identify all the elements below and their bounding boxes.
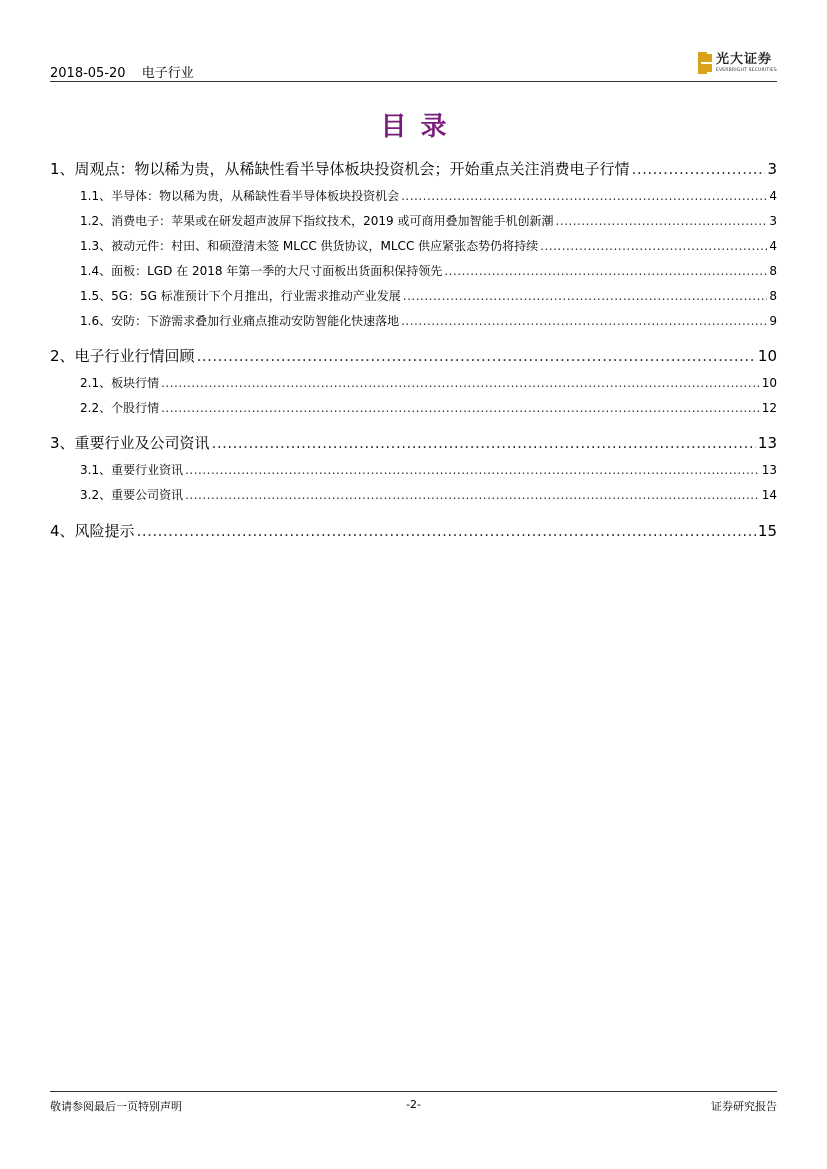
toc-entry-number: 4、 [50, 522, 75, 540]
toc-entry[interactable] [80, 312, 777, 329]
toc-leader-dots [401, 189, 767, 203]
toc-entry-page: 10 [757, 347, 777, 365]
toc-leader-dots [632, 160, 766, 178]
logo-mark-icon [698, 52, 712, 74]
toc-leader-dots [403, 289, 768, 303]
toc-entry-title: 个股行情 [111, 401, 160, 415]
toc-entry-title: 风险提示 [74, 522, 135, 540]
toc-entry[interactable] [50, 432, 777, 453]
toc-leader-dots [161, 401, 760, 415]
header-meta [50, 62, 206, 81]
toc-entry-number: 1.6、 [80, 314, 112, 328]
toc-entry-page: 10 [761, 376, 777, 390]
toc-entry[interactable] [50, 345, 777, 366]
toc-entry-title: 面板：LGD 在 2018 年第一季的大尺寸面板出货面积保持领先 [111, 264, 443, 278]
toc-entry-number: 1.1、 [80, 189, 112, 203]
toc-entry[interactable] [80, 374, 777, 391]
report-type: 证券研究报告 [711, 1100, 777, 1113]
toc-entry-title: 板块行情 [111, 376, 160, 390]
industry-label: 电子行业 [141, 66, 194, 81]
toc-entry-title: 被动元件：村田、和硕澄清未签 MLCC 供货协议，MLCC 供应紧张态势仍将持续 [111, 239, 539, 253]
toc-leader-dots [161, 376, 760, 390]
toc-entry-number: 3.1、 [80, 463, 112, 477]
toc-entry[interactable] [80, 212, 777, 229]
toc-entry-page: 12 [761, 401, 777, 415]
toc-entry-number: 1.4、 [80, 264, 112, 278]
toc-entry[interactable] [80, 461, 777, 478]
toc-entry-page: 8 [769, 289, 777, 303]
toc-entry-number: 3.2、 [80, 488, 112, 502]
toc-entry-page: 15 [757, 522, 777, 540]
toc-entry[interactable] [50, 520, 777, 541]
toc-leader-dots [197, 347, 756, 365]
toc-entry[interactable] [80, 399, 777, 416]
toc-entry-number: 1.2、 [80, 214, 112, 228]
toc-entry-page: 4 [769, 189, 777, 203]
toc-leader-dots [185, 488, 760, 502]
toc-entry-page: 14 [761, 488, 777, 502]
toc-entry-page: 3 [769, 214, 777, 228]
toc-entry[interactable] [50, 158, 777, 179]
page-title: 目录 [380, 112, 461, 142]
toc-entry-page: 13 [761, 463, 777, 477]
toc-entry-number: 1.3、 [80, 239, 112, 253]
toc-entry-number: 2、 [50, 347, 75, 365]
toc-leader-dots [444, 264, 767, 278]
toc-entry-title: 重要行业及公司资讯 [74, 434, 210, 452]
logo-chinese-name: 光大证券 [715, 51, 772, 67]
toc-leader-dots [555, 214, 767, 228]
toc-entry[interactable] [80, 237, 777, 254]
toc-entry-page: 3 [767, 160, 777, 178]
toc-entry-title: 电子行业行情回顾 [74, 347, 195, 365]
toc-leader-dots [401, 314, 767, 328]
toc-entry-page: 13 [757, 434, 777, 452]
toc-entry-title: 半导体：物以稀为贵，从稀缺性看半导体板块投资机会 [111, 189, 400, 203]
toc-entry-title: 重要行业资讯 [111, 463, 184, 477]
toc-leader-dots [540, 239, 767, 253]
header-rule [50, 81, 777, 82]
toc-entry-title: 重要公司资讯 [111, 488, 184, 502]
toc-entry-number: 3、 [50, 434, 75, 452]
company-logo [698, 52, 777, 74]
toc-entry[interactable] [80, 262, 777, 279]
toc-entry-page: 4 [769, 239, 777, 253]
report-date: 2018-05-20 [50, 66, 126, 81]
toc-leader-dots [212, 434, 756, 452]
toc-entry-number: 2.2、 [80, 401, 112, 415]
footer-disclaimer-note: 敬请参阅最后一页特别声明 [50, 1100, 182, 1113]
toc-entry-page: 9 [769, 314, 777, 328]
toc-entry[interactable] [80, 486, 777, 503]
toc-leader-dots [185, 463, 760, 477]
toc-entry[interactable] [80, 287, 777, 304]
toc-entry-title: 安防：下游需求叠加行业痛点推动安防智能化快速落地 [111, 314, 400, 328]
toc-entry-title: 周观点：物以稀为贵，从稀缺性看半导体板块投资机会；开始重点关注消费电子行情 [74, 160, 630, 178]
toc-entry-number: 1.5、 [80, 289, 112, 303]
toc-entry[interactable] [80, 187, 777, 204]
toc-entry-number: 2.1、 [80, 376, 112, 390]
logo-english-name: EVERBRIGHT SECURITIES [715, 67, 777, 73]
footer-rule [50, 1091, 777, 1092]
toc-entry-number: 1、 [50, 160, 75, 178]
toc-entry-page: 8 [769, 264, 777, 278]
toc-entry-title: 5G：5G 标准预计下个月推出，行业需求推动产业发展 [111, 289, 401, 303]
page-number: -2- [406, 1098, 421, 1111]
toc-leader-dots [137, 522, 756, 540]
toc-entry-title: 消费电子：苹果或在研发超声波屏下指纹技术，2019 或可商用叠加智能手机创新潮 [111, 214, 554, 228]
